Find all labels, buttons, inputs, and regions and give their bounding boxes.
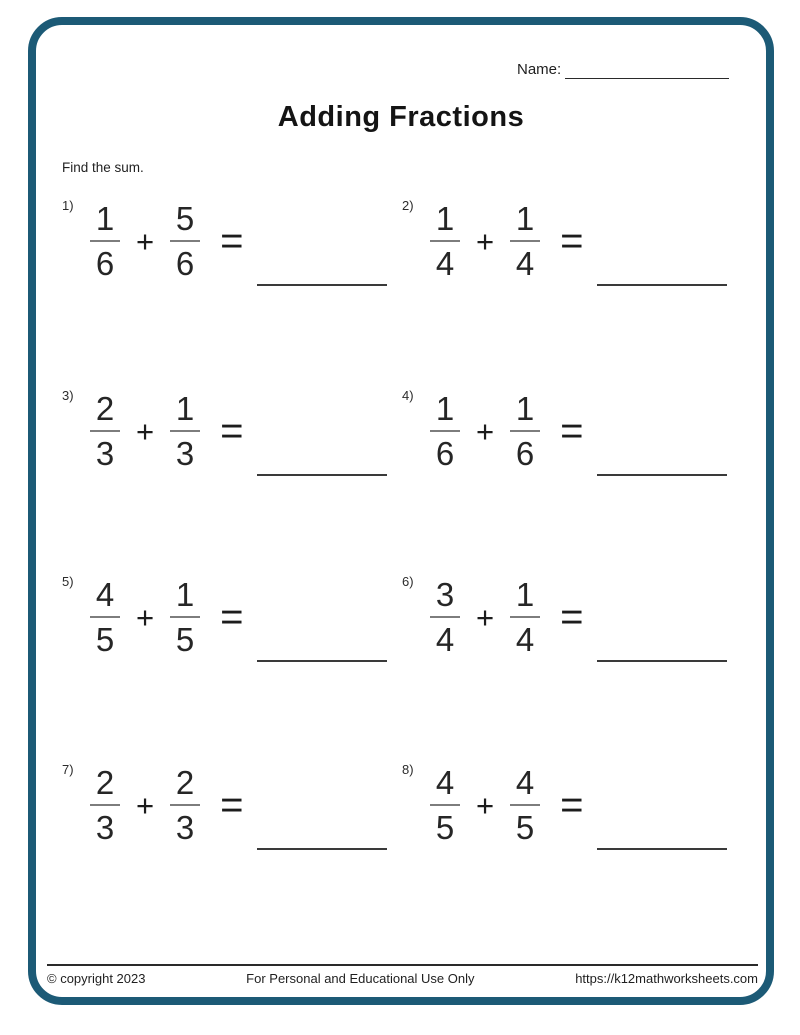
fraction-numerator: 4	[435, 764, 455, 801]
fraction-numerator: 3	[435, 576, 455, 613]
fraction-denominator: 4	[435, 245, 455, 282]
plus-sign: +	[136, 599, 155, 635]
equals-sign: =	[220, 409, 244, 453]
equals-sign: =	[560, 219, 584, 263]
equals-sign: =	[560, 409, 584, 453]
fraction-second	[166, 766, 204, 844]
expression	[426, 766, 583, 844]
footer-divider	[47, 964, 758, 966]
fraction-bar	[510, 240, 540, 242]
fraction-denominator: 5	[175, 621, 195, 658]
name-input-line[interactable]	[565, 62, 729, 79]
fraction-second	[166, 392, 204, 470]
fraction-bar	[430, 616, 460, 618]
fraction-numerator: 1	[435, 390, 455, 427]
fraction-denominator: 4	[515, 245, 535, 282]
problem-3	[62, 388, 394, 500]
fraction-numerator: 1	[515, 576, 535, 613]
plus-sign: +	[476, 223, 495, 259]
problem-number: 3)	[62, 388, 74, 403]
fraction-denominator: 3	[95, 809, 115, 846]
fraction-denominator: 6	[515, 435, 535, 472]
fraction-first	[426, 202, 464, 280]
equals-sign: =	[560, 783, 584, 827]
plus-sign: +	[136, 413, 155, 449]
fraction-numerator: 1	[175, 390, 195, 427]
name-label: Name:	[517, 61, 562, 78]
answer-blank[interactable]	[257, 254, 387, 286]
expression	[86, 202, 243, 280]
fraction-second	[506, 766, 544, 844]
equals-sign: =	[560, 595, 584, 639]
problem-number: 1)	[62, 198, 74, 213]
plus-sign: +	[136, 223, 155, 259]
fraction-bar	[430, 240, 460, 242]
footer	[47, 971, 758, 986]
fraction-second	[506, 578, 544, 656]
problem-number: 5)	[62, 574, 74, 589]
fraction-denominator: 3	[95, 435, 115, 472]
fraction-bar	[510, 430, 540, 432]
expression	[426, 578, 583, 656]
fraction-denominator: 4	[515, 621, 535, 658]
fraction-numerator: 1	[175, 576, 195, 613]
fraction-bar	[510, 804, 540, 806]
fraction-denominator: 5	[95, 621, 115, 658]
problem-2	[402, 198, 734, 310]
fraction-bar	[90, 804, 120, 806]
problem-1	[62, 198, 394, 310]
problem-number: 8)	[402, 762, 414, 777]
fraction-denominator: 3	[175, 435, 195, 472]
footer-copyright: © copyright 2023	[47, 971, 146, 986]
fraction-first	[426, 578, 464, 656]
fraction-bar	[430, 804, 460, 806]
name-row	[517, 59, 729, 79]
fraction-second	[166, 578, 204, 656]
instructions-text: Find the sum.	[62, 160, 144, 175]
problem-7	[62, 762, 394, 874]
fraction-denominator: 3	[175, 809, 195, 846]
fraction-bar	[90, 616, 120, 618]
fraction-second	[506, 202, 544, 280]
fraction-denominator: 6	[175, 245, 195, 282]
expression	[426, 392, 583, 470]
fraction-second	[506, 392, 544, 470]
fraction-numerator: 2	[95, 764, 115, 801]
fraction-numerator: 5	[175, 200, 195, 237]
answer-blank[interactable]	[597, 444, 727, 476]
fraction-second	[166, 202, 204, 280]
fraction-first	[426, 766, 464, 844]
fraction-numerator: 1	[95, 200, 115, 237]
fraction-bar	[170, 240, 200, 242]
fraction-denominator: 5	[515, 809, 535, 846]
fraction-numerator: 2	[175, 764, 195, 801]
fraction-denominator: 4	[435, 621, 455, 658]
fraction-bar	[170, 804, 200, 806]
fraction-bar	[430, 430, 460, 432]
plus-sign: +	[476, 787, 495, 823]
plus-sign: +	[136, 787, 155, 823]
fraction-bar	[170, 430, 200, 432]
plus-sign: +	[476, 413, 495, 449]
fraction-bar	[90, 240, 120, 242]
plus-sign: +	[476, 599, 495, 635]
expression	[426, 202, 583, 280]
answer-blank[interactable]	[257, 818, 387, 850]
fraction-numerator: 1	[515, 390, 535, 427]
fraction-denominator: 5	[435, 809, 455, 846]
answer-blank[interactable]	[597, 818, 727, 850]
fraction-first	[86, 766, 124, 844]
footer-url[interactable]: https://k12mathworksheets.com	[575, 971, 758, 986]
fraction-denominator: 6	[435, 435, 455, 472]
answer-blank[interactable]	[597, 254, 727, 286]
problem-number: 6)	[402, 574, 414, 589]
answer-blank[interactable]	[597, 630, 727, 662]
fraction-first	[426, 392, 464, 470]
expression	[86, 578, 243, 656]
fraction-numerator: 4	[515, 764, 535, 801]
problem-number: 2)	[402, 198, 414, 213]
fraction-first	[86, 578, 124, 656]
fraction-first	[86, 202, 124, 280]
fraction-numerator: 1	[515, 200, 535, 237]
fraction-numerator: 4	[95, 576, 115, 613]
problem-5	[62, 574, 394, 686]
problem-6	[402, 574, 734, 686]
fraction-bar	[170, 616, 200, 618]
fraction-first	[86, 392, 124, 470]
problem-number: 7)	[62, 762, 74, 777]
equals-sign: =	[220, 219, 244, 263]
expression	[86, 766, 243, 844]
fraction-bar	[510, 616, 540, 618]
expression	[86, 392, 243, 470]
fraction-numerator: 2	[95, 390, 115, 427]
fraction-denominator: 6	[95, 245, 115, 282]
fraction-bar	[90, 430, 120, 432]
problem-4	[402, 388, 734, 500]
equals-sign: =	[220, 595, 244, 639]
answer-blank[interactable]	[257, 630, 387, 662]
worksheet-title: Adding Fractions	[277, 101, 525, 133]
problem-number: 4)	[402, 388, 414, 403]
answer-blank[interactable]	[257, 444, 387, 476]
problem-8	[402, 762, 734, 874]
footer-usage: For Personal and Educational Use Only	[246, 971, 475, 986]
equals-sign: =	[220, 783, 244, 827]
fraction-numerator: 1	[435, 200, 455, 237]
